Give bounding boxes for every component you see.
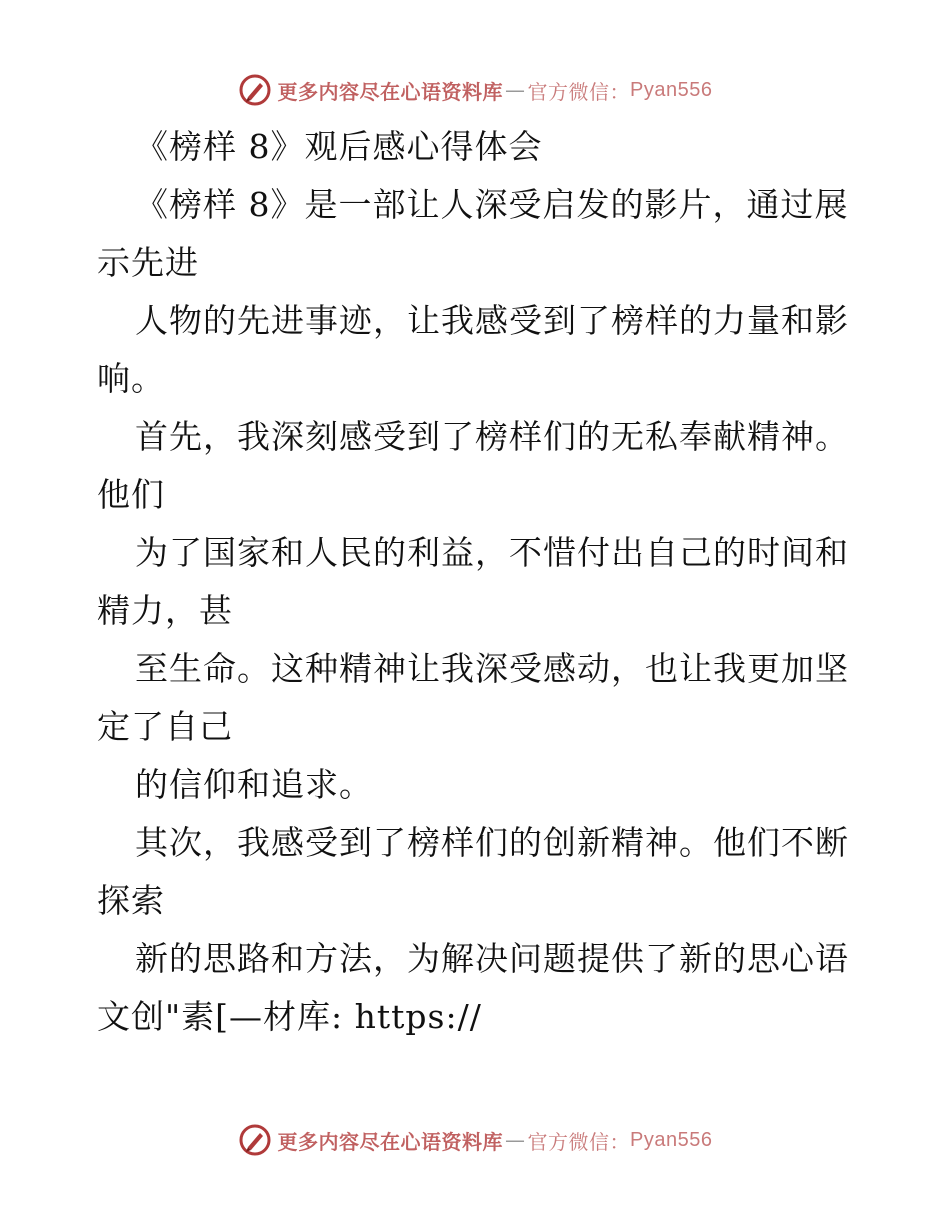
header-wechat-label: 官方微信： <box>527 79 631 104</box>
document-body <box>97 118 857 1046</box>
text-line: 文创"素[—材库: https:// <box>97 997 482 1036</box>
text-line: 首先，我深刻感受到了榜样们的无私奉献精神。 <box>135 417 849 456</box>
text-line: 其次，我感受到了榜样们的创新精神。他们不断 <box>135 823 849 862</box>
text-line: 响。 <box>97 359 165 398</box>
text-line: 定了自己 <box>97 707 233 746</box>
footer-wechat-label: 官方微信： <box>527 1129 631 1154</box>
footer-dash: — <box>505 1128 526 1152</box>
footer-brand: 更多内容尽在心语资料库 <box>277 1129 504 1154</box>
text-line: 示先进 <box>97 243 199 282</box>
text-line: 新的思路和方法，为解决问题提供了新的思心语 <box>135 939 849 978</box>
text-line: 《榜样 8》是一部让人深受启发的影片，通过展 <box>135 185 849 224</box>
text-line: 的信仰和追求。 <box>135 765 373 804</box>
text-line: 人物的先进事迹，让我感受到了榜样的力量和影 <box>135 301 849 340</box>
footer-wechat-id: Pyan556 <box>630 1128 713 1151</box>
text-line: 为了国家和人民的利益，不惜付出自己的时间和 <box>135 533 849 572</box>
pen-logo-icon <box>238 1123 272 1157</box>
header-wechat-id: Pyan556 <box>630 78 713 101</box>
text-line: 至生命。这种精神让我深受感动，也让我更加坚 <box>135 649 849 688</box>
page-footer <box>0 1120 950 1160</box>
document-title: 《榜样 8》观后感心得体会 <box>135 127 543 166</box>
text-line: 精力，甚 <box>97 591 233 630</box>
page-header <box>0 70 950 110</box>
header-dash: — <box>505 78 526 102</box>
text-line: 探索 <box>97 881 165 920</box>
header-brand: 更多内容尽在心语资料库 <box>277 79 504 104</box>
text-line: 他们 <box>97 475 165 514</box>
pen-logo-icon <box>238 73 272 107</box>
